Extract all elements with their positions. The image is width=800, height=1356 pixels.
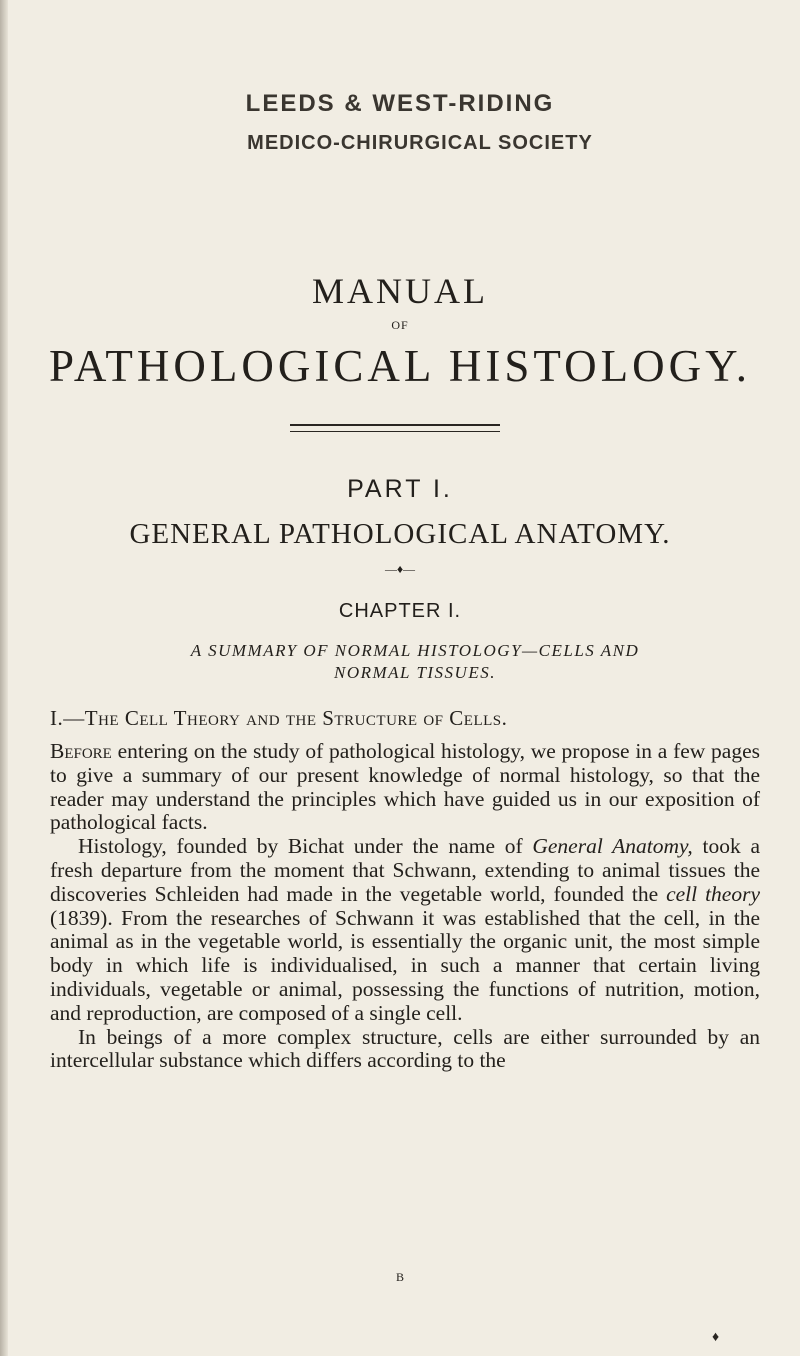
library-stamp-line1: LEEDS & WEST-RIDING bbox=[245, 90, 555, 117]
book-title-of: OF bbox=[391, 318, 409, 332]
page-edge bbox=[0, 0, 8, 1356]
double-rule-divider bbox=[290, 424, 500, 432]
paragraph-2-text-c: (1839). From the researches of Schwann it was established that the cell, in the animal as in the vegetable world, is essentially the organic unit, the most simple body in which life is individualised, in such a manner that certain living individuals, vegetable or animal, possessing the functions of nutrition, motion, and reproduction, are composed of a single cell. bbox=[50, 905, 760, 1025]
ornament-divider: —♦— bbox=[384, 562, 416, 576]
paragraph-2-text-b: took a fresh departure from the moment that Schwann, extending to animal tissues the discoveries Schleiden had made in the vegetable world, founded the bbox=[50, 834, 760, 906]
chapter-title-line1: A SUMMARY OF NORMAL HISTOLOGY—CELLS AND bbox=[190, 641, 640, 660]
body-text bbox=[50, 740, 760, 1073]
library-stamp-line2: MEDICO-CHIRURGICAL SOCIETY bbox=[247, 132, 593, 154]
ink-blot-mark: ♦ bbox=[712, 1330, 720, 1345]
chapter-title-line2: NORMAL TISSUES. bbox=[334, 663, 496, 682]
section-title: I.—The Cell Theory and the Structure of Cells. bbox=[50, 706, 508, 730]
signature-mark: B bbox=[395, 1270, 404, 1284]
chapter-title bbox=[60, 640, 770, 684]
book-title-manual: MANUAL bbox=[312, 271, 488, 311]
paragraph-1 bbox=[50, 740, 760, 835]
chapter-label: CHAPTER I. bbox=[338, 600, 462, 622]
part-label: PART I. bbox=[347, 475, 453, 503]
paragraph-2-text-a: Histology, founded by Bichat under the name of bbox=[78, 834, 533, 859]
paragraph-3: In beings of a more complex structure, cells are either surrounded by an intercellular substance which differs according to the bbox=[50, 1024, 760, 1073]
paragraph-2-italic-cell-theory: cell theory bbox=[666, 881, 760, 906]
paragraph-1-lead: Before bbox=[50, 739, 112, 763]
paragraph-1-text: entering on the study of pathological histology, we propose in a few pages to give a summary of our present knowledge of normal histology, so that the reader may understand the principles which have guided us in our exposition of pathological facts. bbox=[50, 739, 760, 835]
part-title: GENERAL PATHOLOGICAL ANATOMY. bbox=[129, 518, 671, 550]
book-title: PATHOLOGICAL HISTOLOGY. bbox=[48, 341, 752, 391]
paragraph-2 bbox=[50, 835, 760, 1025]
paragraph-2-italic-general-anatomy: General Anatomy, bbox=[532, 834, 693, 859]
